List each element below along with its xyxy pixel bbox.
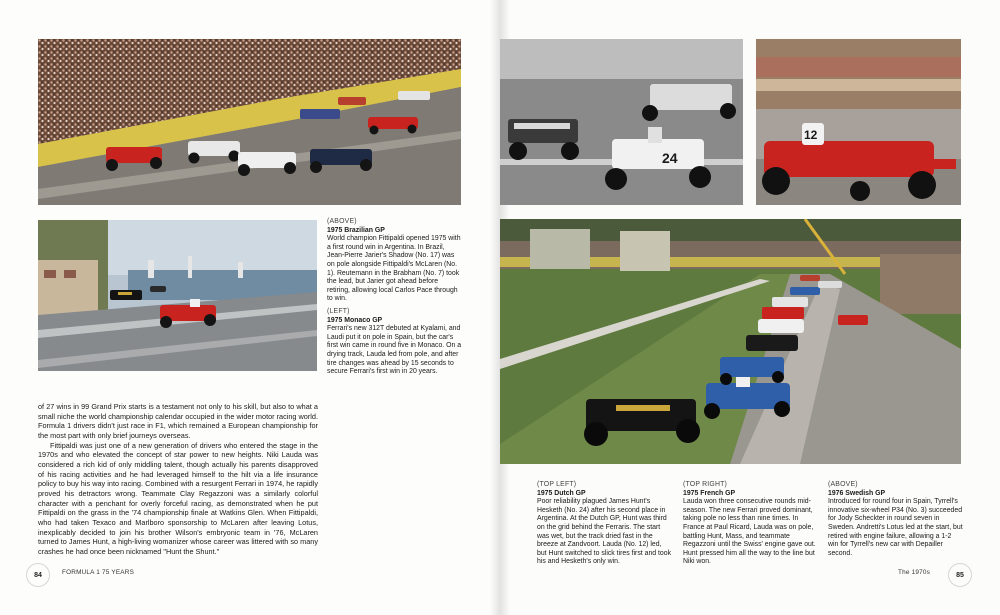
caption-swedish-gp [828, 481, 963, 558]
photo-swedish-gp [500, 219, 961, 464]
caption-dutch-gp [537, 481, 672, 567]
body-paragraph-1: of 27 wins in 99 Grand Prix starts is a testament not only to his skill, but also to what a small niche the world championship calendar occupied in the wider motor racing world. Formula 1 drivers didn't just race in F1, which remained a European championship for the most part with only brief journeys overseas. [38, 402, 318, 440]
photo-dutch-gp [500, 39, 743, 205]
photo-monaco-gp [38, 220, 317, 371]
caption-title: 1976 Swedish GP [828, 489, 886, 497]
caption-text: Lauda won three consecutive rounds mid-season. The new Ferrari proved dominant, taking pole no less than nine times. In France at Paul Ricard, Lauda was on pole, battling Hunt, Mass, and teammate Regazzoni until the Swiss' engine gave out. Hunt pressed him all the way to the line but Niki won. [683, 498, 816, 566]
caption-text: World champion Fittipaldi opened 1975 with a first round win in Argentina. In Brazil, Jean-Pierre Jarier's Shadow (No. 17) was on pole alongside Fittipaldi's McLaren (No. 1). Reutemann in the Brabham (No. 7) took the lead, but Jarier got ahead before retiring, allowing local Carlos Pace through to win. [327, 235, 461, 303]
caption-position: (ABOVE) [828, 481, 858, 488]
body-text [38, 402, 318, 557]
caption-title: 1975 Monaco GP [327, 316, 383, 324]
running-head-right: The 1970s [898, 569, 930, 576]
caption-position: (LEFT) [327, 308, 350, 315]
caption-french-gp [683, 481, 818, 567]
svg-text:12: 12 [804, 128, 818, 142]
running-head-left: FORMULA 1 75 YEARS [62, 569, 135, 576]
caption-monaco-gp [327, 308, 462, 377]
page-number-left: 84 [26, 563, 50, 587]
svg-text:24: 24 [662, 150, 678, 166]
caption-brazilian-gp [327, 218, 462, 304]
caption-title: 1975 Brazilian GP [327, 226, 385, 234]
caption-position: (TOP LEFT) [537, 481, 577, 488]
caption-text: Ferrari's new 312T debuted at Kyalami, and Laudi put it on pole in Spain, but the car's first win came in round five in Monaco. On a drying track, Lauda led from pole, and after tire changes was ahead by 15 seconds to secure Ferrari's first win in 20 years. [327, 325, 462, 376]
photo-french-gp [756, 39, 961, 205]
caption-title: 1975 French GP [683, 489, 736, 497]
page-number-right: 85 [948, 563, 972, 587]
caption-position: (TOP RIGHT) [683, 481, 728, 488]
caption-text: Introduced for round four in Spain, Tyrrell's innovative six-wheel P34 (No. 3) succeeded for Jody Scheckter in round seven in Sweden. Andretti's Lotus led at the start, but retired with engine failure, allowing a 1-2 win for Tyrrell's new car with Depailler second. [828, 498, 963, 557]
photo-brazilian-gp [38, 39, 461, 205]
caption-position: (ABOVE) [327, 218, 357, 225]
caption-text: Poor reliability plagued James Hunt's Hesketh (No. 24) after his second place in Argentina. At the Dutch GP, Hunt was third on the grid behind the Ferraris. The start was wet, but the track dried fast in the breeze at Zandvoort. Lauda (No. 12) led, but Hunt switched to slick tires first and took his and Hesketh's only win. [537, 498, 672, 566]
body-paragraph-2: Fittipaldi was just one of a new generation of drivers who entered the stage in the 1970s and who elevated the concept of star power to new heights. Niki Lauda was considered a rich kid of only middling talent, though actually his parents disapproved of his racing activities and he had leveraged himself to the hilt via a life insurance policy to buy his way into racing. Combined with a resurgent Ferrari in 1974, he rapidly proved his detractors wrong. Teammate Clay Regazzoni was a similarly colorful character with a penchant for overly forceful racing, as demonstrated when he put Fittipaldi on the grass in the '74 championship finale at Watkins Glen. When Fittipaldi, who had taken Texaco and Marlboro sponsorship to McLaren after leaving Lotus, inexplicably decided to join his brother Wilson's embryonic team in '76, McLaren turned to James Hunt, a high-living womanizer whose career was littered with so many crashes he had once been nicknamed "Hunt the Shunt." [38, 440, 318, 556]
caption-title: 1975 Dutch GP [537, 489, 586, 497]
